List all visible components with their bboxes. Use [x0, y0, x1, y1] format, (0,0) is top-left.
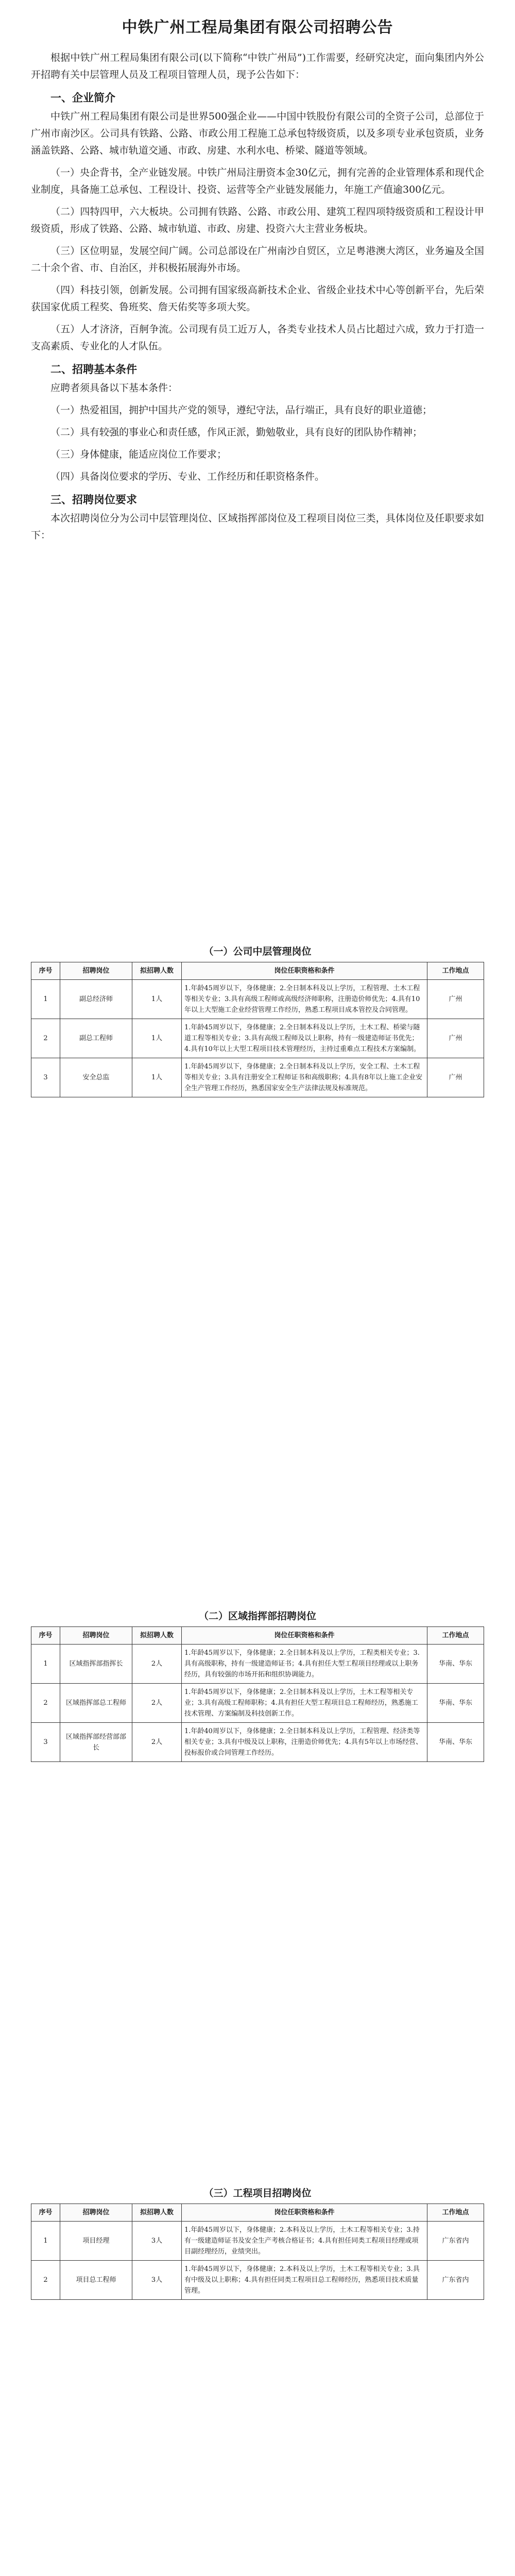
cell-count: 1人	[132, 1058, 182, 1097]
posts-lead: 本次招聘岗位分为公司中层管理岗位、区域指挥部岗位及工程项目岗位三类，具体岗位及任职要求如下：	[31, 513, 484, 541]
cell-count: 3人	[132, 2261, 182, 2300]
company-para: 中铁广州工程局集团有限公司是世界500强企业——中国中铁股份有限公司的全资子公司，总部位于广州市南沙区。公司具有铁路、公路、市政公用工程施工总承包特级资质，以及多项专业承包资质，业务涵盖铁路、公路、城市轨道交通、市政、房建、水利水电、桥梁、隧道等领域。	[31, 111, 484, 156]
condition-item: （一）热爱祖国，拥护中国共产党的领导，遵纪守法，品行端正，具有良好的职业道德；	[50, 404, 433, 416]
table-row	[31, 1019, 484, 1058]
cell-place: 广州	[427, 980, 484, 1019]
company-para: （四）科技引领，创新发展。公司拥有国家级高新技术企业、省级企业技术中心等创新平台，先后荣获国家优质工程奖、鲁班奖、詹天佑奖等多项大奖。	[31, 284, 484, 313]
col-header: 拟招聘人数	[132, 1627, 182, 1645]
table-row	[31, 2261, 484, 2300]
cell-place: 华南、华东	[427, 1645, 484, 1684]
cell-place: 华南、华东	[427, 1684, 484, 1723]
cell-count: 1人	[132, 980, 182, 1019]
cell-post: 区域指挥部指挥长	[60, 1645, 132, 1684]
cell-place: 广州	[427, 1019, 484, 1058]
col-header: 岗位任职资格和条件	[182, 2204, 427, 2222]
table2-title: （二）区域指挥部招聘岗位	[198, 1611, 316, 1622]
table-row	[31, 1645, 484, 1684]
condition-item: （四）具备岗位要求的学历、专业、工作经历和任职资格条件。	[50, 471, 325, 482]
cell-requirements: 1.年龄45周岁以下，身体健康；2.全日制本科及以上学历，土木工程等相关专业；3.具有高级工程师职称；4.具有担任大型工程项目总工程师经历，熟悉施工技术管理、方案编制及科技创新工作。	[182, 1684, 427, 1723]
col-header: 工作地点	[427, 962, 484, 980]
cell-requirements: 1.年龄45周岁以下，身体健康；2.全日制本科及以上学历，土木工程、桥梁与隧道工程等相关专业；3.具有高级工程师及以上职称，持有一级建造师证书优先；4.具有10年以上大型工程项目技术管理经历，主持过重难点工程技术方案编制。	[182, 1019, 427, 1058]
conditions-lead: 应聘者须具备以下基本条件：	[50, 382, 178, 394]
cell-no: 2	[31, 2261, 60, 2300]
cell-requirements: 1.年龄45周岁以下，身体健康；2.全日制本科及以上学历，工程类相关专业；3.具有高级职称，持有一级建造师证书；4.具有担任大型工程项目经理或以上职务经历，具有较强的市场开拓和组织协调能力。	[182, 1645, 427, 1684]
cell-count: 2人	[132, 1723, 182, 1762]
posts-table-project	[31, 2204, 484, 2300]
col-header: 序号	[31, 1627, 60, 1645]
col-header: 招聘岗位	[60, 2204, 132, 2222]
cell-requirements: 1.年龄45周岁以下，身体健康；2.本科及以上学历，土木工程等相关专业；3.具有中级及以上职称；4.具有担任同类工程项目总工程师经历，熟悉项目技术质量管理。	[182, 2261, 427, 2300]
col-header: 序号	[31, 2204, 60, 2222]
page-title: 中铁广州工程局集团有限公司招聘公告	[122, 19, 393, 37]
cell-no: 3	[31, 1058, 60, 1097]
company-para: （二）四特四甲，六大板块。公司拥有铁路、公路、市政公用、建筑工程四项特级资质和工程设计甲级资质，形成了铁路、公路、城市轨道、市政、房建、投资六大主营业务板块。	[31, 206, 484, 234]
cell-requirements: 1.年龄40周岁以下，身体健康；2.全日制本科及以上学历，工程管理、经济类等相关专业；3.具有中级及以上职称，注册造价师优先；4.具有5年以上市场经营、投标报价或合同管理工作经历。	[182, 1723, 427, 1762]
table-row	[31, 1723, 484, 1762]
cell-place: 广州	[427, 1058, 484, 1097]
table3-title: （三）工程项目招聘岗位	[203, 2188, 312, 2199]
cell-post: 副总工程师	[60, 1019, 132, 1058]
table-header-row	[31, 2204, 484, 2222]
cell-place: 华南、华东	[427, 1723, 484, 1762]
table-header-row	[31, 962, 484, 980]
cell-no: 1	[31, 1645, 60, 1684]
cell-no: 2	[31, 1019, 60, 1058]
cell-place: 广东省内	[427, 2222, 484, 2261]
cell-no: 2	[31, 1684, 60, 1723]
posts-table-regional	[31, 1626, 484, 1762]
table-row	[31, 2222, 484, 2261]
cell-no: 1	[31, 2222, 60, 2261]
cell-no: 3	[31, 1723, 60, 1762]
cell-post: 副总经济师	[60, 980, 132, 1019]
col-header: 招聘岗位	[60, 1627, 132, 1645]
cell-requirements: 1.年龄45周岁以下，身体健康；2.本科及以上学历，土木工程等相关专业；3.持有一级建造师证书及安全生产考核合格证书；4.具有担任同类工程项目经理或项目副经理经历，业绩突出。	[182, 2222, 427, 2261]
posts-table-management	[31, 962, 484, 1097]
col-header: 岗位任职资格和条件	[182, 1627, 427, 1645]
table3-block	[31, 2179, 484, 2300]
intro-paragraph: 根据中铁广州工程局集团有限公司(以下简称“中铁广州局”)工作需要，经研究决定，面向集团内外公开招聘有关中层管理人员及工程项目管理人员，现予公告如下：	[31, 52, 484, 80]
table-row	[31, 1684, 484, 1723]
company-para: （三）区位明显，发展空间广阔。公司总部设在广州南沙自贸区，立足粤港澳大湾区，业务遍及全国二十余个省、市、自治区，并积极拓展海外市场。	[31, 245, 484, 274]
condition-item: （二）具有较强的事业心和责任感，作风正派，勤勉敬业，具有良好的团队协作精神；	[50, 427, 423, 438]
cell-count: 1人	[132, 1019, 182, 1058]
company-para: （一）央企背书，全产业链发展。中铁广州局注册资本金30亿元，拥有完善的企业管理体系和现代企业制度，具备施工总承包、工程设计、投资、运营等全产业链发展能力，年施工产值逾300亿元。	[31, 167, 484, 195]
cell-place: 广东省内	[427, 2261, 484, 2300]
section-heading-company: 一、企业简介	[50, 91, 115, 104]
cell-requirements: 1.年龄45周岁以下，身体健康；2.全日制本科及以上学历，工程管理、土木工程等相关专业；3.具有高级工程师或高级经济师职称，注册造价师优先；4.具有10年以上大型施工企业经营管理工作经历，熟悉工程项目成本管控及合同管理。	[182, 980, 427, 1019]
cell-no: 1	[31, 980, 60, 1019]
table-row	[31, 1058, 484, 1097]
section-heading-conditions: 二、招聘基本条件	[50, 363, 137, 376]
condition-item: （三）身体健康，能适应岗位工作要求；	[50, 449, 227, 460]
cell-count: 2人	[132, 1645, 182, 1684]
col-header: 工作地点	[427, 2204, 484, 2222]
cell-count: 3人	[132, 2222, 182, 2261]
cell-count: 2人	[132, 1684, 182, 1723]
col-header: 工作地点	[427, 1627, 484, 1645]
table1-title: （一）公司中层管理岗位	[203, 946, 312, 957]
col-header: 拟招聘人数	[132, 2204, 182, 2222]
col-header: 招聘岗位	[60, 962, 132, 980]
col-header: 拟招聘人数	[132, 962, 182, 980]
section-heading-posts: 三、招聘岗位要求	[50, 493, 137, 506]
table-row	[31, 980, 484, 1019]
cell-post: 项目经理	[60, 2222, 132, 2261]
table-header-row	[31, 1627, 484, 1645]
intro-section	[31, 49, 484, 549]
cell-post: 区域指挥部总工程师	[60, 1684, 132, 1723]
cell-post: 项目总工程师	[60, 2261, 132, 2300]
col-header: 序号	[31, 962, 60, 980]
table2-block	[31, 1602, 484, 1762]
cell-post: 区域指挥部经营部部长	[60, 1723, 132, 1762]
company-para: （五）人才济济，百舸争流。公司现有员工近万人，各类专业技术人员占比超过六成，致力于打造一支高素质、专业化的人才队伍。	[31, 324, 484, 352]
col-header: 岗位任职资格和条件	[182, 962, 427, 980]
table1-block	[31, 938, 484, 1097]
cell-post: 安全总监	[60, 1058, 132, 1097]
cell-requirements: 1.年龄45周岁以下，身体健康；2.全日制本科及以上学历，安全工程、土木工程等相关专业；3.具有注册安全工程师证书和高级职称；4.具有8年以上施工企业安全生产管理工作经历，熟悉国家安全生产法律法规及标准规范。	[182, 1058, 427, 1097]
